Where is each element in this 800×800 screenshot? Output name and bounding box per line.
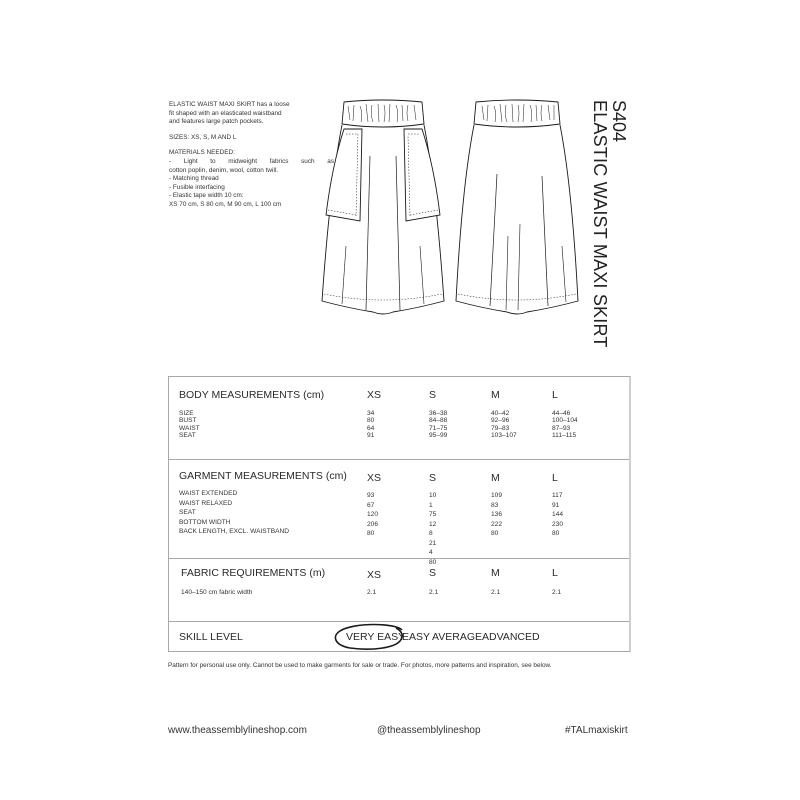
size-header-l: L: [552, 472, 558, 484]
row-labels: WAIST EXTENDED WAIST RELAXED SEAT BOTTOM WIDTH BACK LENGTH, EXCL. WAISTBAND: [179, 490, 290, 535]
row-labels: SIZE BUST WAIST SEAT: [179, 410, 200, 439]
size-header-xs: XS: [367, 389, 382, 401]
value-m: 2.1: [491, 589, 501, 596]
section-divider: [169, 558, 629, 559]
column-m: 40–42 92–96 79–83 103–107: [491, 410, 517, 439]
size-header-m: M: [491, 567, 500, 579]
size-header-xs: XS: [367, 472, 382, 484]
size-header-m: M: [491, 389, 500, 401]
disclaimer: Pattern for personal use only. Cannot be used to make garments for sale or trade. For photos, more patterns and inspiration, see below.: [168, 662, 552, 669]
measurements-table: [168, 376, 631, 652]
size-header-s: S: [429, 389, 437, 401]
skill-very-easy: VERY EASY: [346, 631, 406, 643]
skirt-front-illustration: [318, 96, 448, 318]
sizes-text: SIZES: XS, S, M AND L: [169, 133, 237, 141]
intro-text: [169, 101, 334, 217]
vertical-title: [590, 100, 628, 348]
size-header-s: S: [429, 472, 437, 484]
column-s: 36–38 84–88 71–75 95–99: [429, 410, 448, 439]
skill-easy: EASY: [402, 631, 431, 643]
column-l: 117 91 144 230 80: [552, 492, 564, 537]
skill-advanced: ADVANCED: [482, 631, 540, 643]
size-header-l: L: [552, 567, 558, 579]
selected-skill-circle-icon: [332, 621, 406, 651]
row-label: 140–150 cm fabric width: [181, 589, 253, 596]
column-l: 44–46 100–104 87–93 111–115: [552, 410, 578, 439]
section-title: GARMENT MEASUREMENTS (cm): [179, 470, 347, 482]
skill-average: AVERAGE: [432, 631, 482, 643]
size-header-m: M: [491, 472, 500, 484]
column-xs: 93 67 120 206 80: [367, 492, 379, 537]
size-header-xs: XS: [367, 569, 382, 581]
skirt-back-illustration: [452, 96, 582, 318]
value-l: 2.1: [552, 589, 562, 596]
section-divider: [169, 459, 629, 460]
materials-list: MATERIALS NEEDED: - Light to midweight fabrics such as cotton poplin, denim, wool, cotton twill. - Matching thread - Fusible interfacing - Elastic tape width 10 cm: XS 70 cm, S 80 cm, M 90 cm, L 100 cm: [169, 149, 334, 208]
value-xs: 2.1: [367, 589, 377, 596]
section-title: SKILL LEVEL: [179, 631, 243, 643]
column-s: 10 1 75 12 8 21 4 80: [429, 492, 437, 566]
column-xs: 34 80 64 91: [367, 410, 375, 439]
social-handle[interactable]: @theassemblylineshop: [377, 725, 481, 736]
pattern-name: ELASTIC WAIST MAXI SKIRT: [590, 100, 610, 348]
description: ELASTIC WAIST MAXI SKIRT has a loose fit shaped with an elasticated waistband and features large patch pockets.: [169, 101, 290, 126]
column-m: 109 83 136 222 80: [491, 492, 503, 537]
section-title: BODY MEASUREMENTS (cm): [179, 389, 325, 401]
size-header-l: L: [552, 389, 558, 401]
size-header-s: S: [429, 567, 437, 579]
value-s: 2.1: [429, 589, 439, 596]
pattern-code: S404: [609, 100, 629, 143]
section-title: FABRIC REQUIREMENTS (m): [181, 567, 326, 579]
website-link[interactable]: www.theassemblylineshop.com: [168, 725, 307, 736]
hashtag[interactable]: #TALmaxiskirt: [565, 725, 628, 736]
